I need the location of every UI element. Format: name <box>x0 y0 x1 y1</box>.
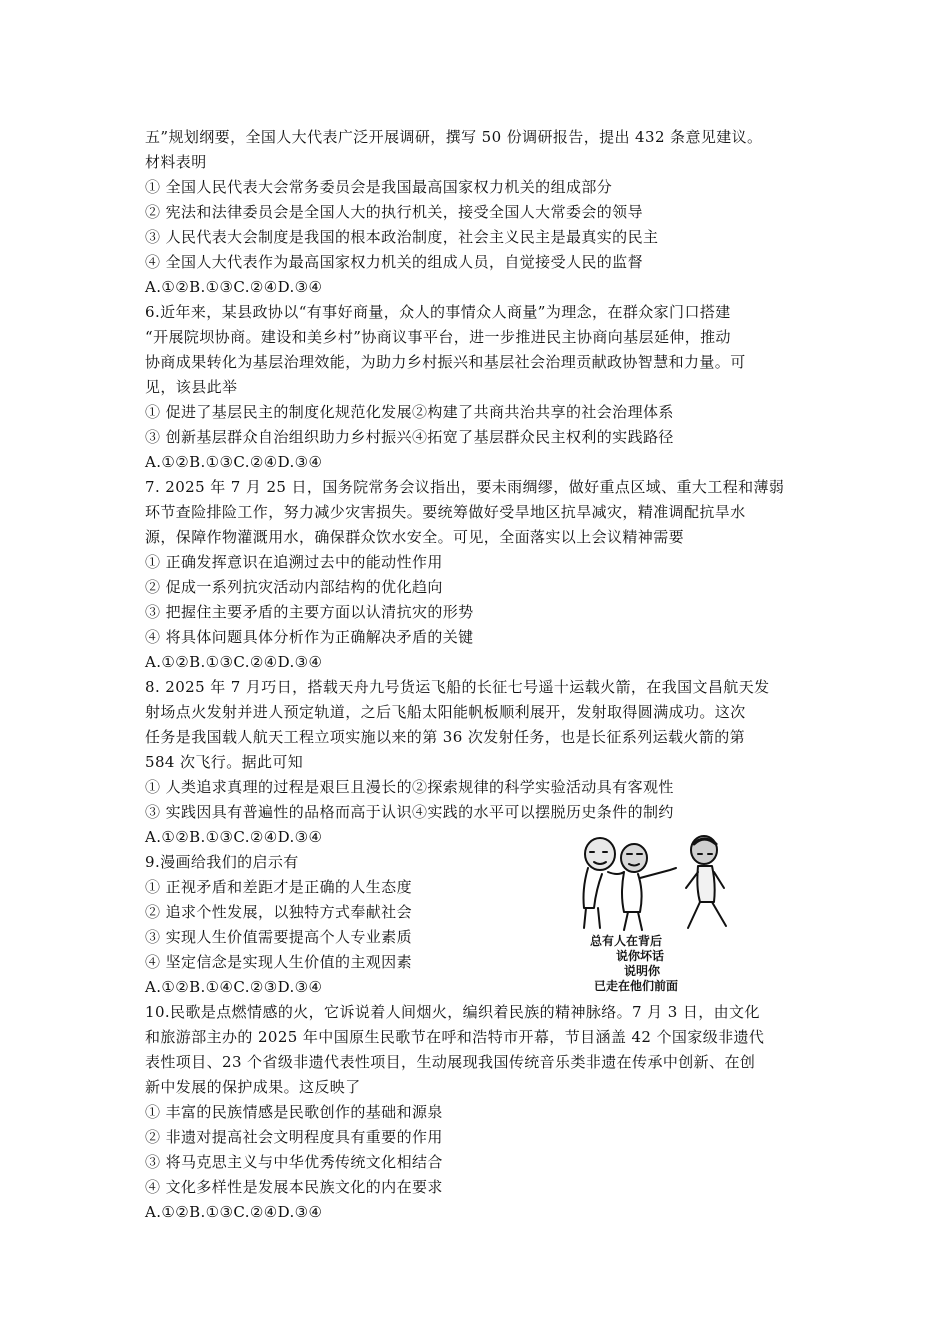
q6-option: ① 促进了基层民主的制度化规范化发展②构建了共商共治共享的社会治理体系 <box>145 403 674 421</box>
q8-stem-line: 射场点火发射并进人预定轨道，之后飞船太阳能帆板顺利展开，发射取得圆满成功。这次 <box>145 703 746 721</box>
q7-answer-choices: A.①②B.①③C.②④D.③④ <box>145 653 323 671</box>
q6-stem-line: “开展院坝协商。建设和美乡村”协商议事平台，进一步推进民主协商向基层延伸，推动 <box>145 328 731 346</box>
q7-stem-line: 源，保障作物灌溉用水，确保群众饮水安全。可见，全面落实以上会议精神需要 <box>145 528 685 546</box>
q9-answer-choices: A.①②B.①④C.②③D.③④ <box>145 978 323 996</box>
cartoon-caption-line: 说明你 <box>624 964 661 978</box>
q10-option: ③ 将马克思主义与中华优秀传统文化相结合 <box>145 1153 443 1171</box>
q10-stem-line: 10.民歌是点燃情感的火，它诉说着人间烟火，编织着民族的精神脉络。7 月 3 日，由文化 <box>145 1003 760 1021</box>
q7-option: ① 正确发挥意识在追溯过去中的能动性作用 <box>145 553 443 571</box>
q6-option: ③ 创新基层群众自治组织助力乡村振兴④拓宽了基层群众民主权利的实践路径 <box>145 428 674 446</box>
q6-stem-line: 6.近年来，某县政协以“有事好商量，众人的事情众人商量”为理念，在群众家门口搭建 <box>145 303 731 321</box>
q9-stem: 9.漫画给我们的启示有 <box>145 853 299 871</box>
q10-stem-line: 和旅游部主办的 2025 年中国原生民歌节在呼和浩特市开幕，节目涵盖 42 个国家级非遗代 <box>145 1028 765 1046</box>
cartoon-caption-line: 已走在他们前面 <box>594 979 679 993</box>
q10-stem-line: 新中发展的保护成果。这反映了 <box>145 1078 361 1096</box>
q10-answer-choices: A.①②B.①③C.②④D.③④ <box>145 1203 323 1221</box>
q7-option: ③ 把握住主要矛盾的主要方面以认清抗灾的形势 <box>145 603 474 621</box>
q5-stem-line: 五”规划纲要，全国人大代表广泛开展调研，撰写 50 份调研报告，提出 432 条意见建议。 <box>145 128 763 146</box>
q5-stem-line: 材料表明 <box>145 153 207 171</box>
q6-answer-choices: A.①②B.①③C.②④D.③④ <box>145 453 323 471</box>
cartoon-caption-line: 总有人在背后 <box>590 934 663 948</box>
q9-cartoon <box>572 832 740 994</box>
q7-option: ④ 将具体问题具体分析作为正确解决矛盾的关键 <box>145 628 474 646</box>
q8-stem-line: 任务是我国载人航天工程立项实施以来的第 36 次发射任务，也是长征系列运载火箭的第 <box>145 728 746 746</box>
q7-stem-line: 环节查险排险工作，努力减少灾害损失。要统筹做好受旱地区抗旱减灾，精准调配抗旱水 <box>145 503 746 521</box>
q8-option: ① 人类追求真理的过程是艰巨且漫长的②探索规律的科学实验活动具有客观性 <box>145 778 674 796</box>
q6-stem-line: 协商成果转化为基层治理效能，为助力乡村振兴和基层社会治理贡献政协智慧和力量。可 <box>145 353 746 371</box>
q6-stem-line: 见，该县此举 <box>145 378 238 396</box>
q9-option: ② 追求个性发展，以独特方式奉献社会 <box>145 903 412 921</box>
q8-option: ③ 实践因具有普遍性的品格而高于认识④实践的水平可以摆脱历史条件的制约 <box>145 803 674 821</box>
q9-option: ④ 坚定信念是实现人生价值的主观因素 <box>145 953 412 971</box>
cartoon-caption-line: 说你坏话 <box>616 949 665 963</box>
q10-option: ④ 文化多样性是发展本民族文化的内在要求 <box>145 1178 443 1196</box>
q9-option: ③ 实现人生价值需要提高个人专业素质 <box>145 928 412 946</box>
q10-stem-line: 表性项目、23 个省级非遗代表性项目，生动展现我国传统音乐类非遗在传承中创新、在创 <box>145 1053 756 1071</box>
q5-answer-choices: A.①②B.①③C.②④D.③④ <box>145 278 323 296</box>
q10-option: ① 丰富的民族情感是民歌创作的基础和源泉 <box>145 1103 443 1121</box>
q8-stem-line: 8. 2025 年 7 月巧日，搭载天舟九号货运飞船的长征七号遥十运载火箭，在我国文昌航天发 <box>145 678 770 696</box>
q5-option: ① 全国人民代表大会常务委员会是我国最高国家权力机关的组成部分 <box>145 178 613 196</box>
q5-option: ③ 人民代表大会制度是我国的根本政治制度，社会主义民主是最真实的民主 <box>145 228 659 246</box>
q7-stem-line: 7. 2025 年 7 月 25 日，国务院常务会议指出，要未雨绸缪，做好重点区域、重大工程和薄弱 <box>145 478 785 496</box>
cartoon-figures <box>572 832 740 932</box>
q8-stem-line: 584 次飞行。据此可知 <box>145 753 304 771</box>
q10-option: ② 非遗对提高社会文明程度具有重要的作用 <box>145 1128 443 1146</box>
q8-answer-choices: A.①②B.①③C.②④D.③④ <box>145 828 323 846</box>
q7-option: ② 促成一系列抗灾活动内部结构的优化趋向 <box>145 578 443 596</box>
q5-option: ② 宪法和法律委员会是全国人大的执行机关，接受全国人大常委会的领导 <box>145 203 643 221</box>
q5-option: ④ 全国人大代表作为最高国家权力机关的组成人员，自觉接受人民的监督 <box>145 253 643 271</box>
q9-option: ① 正视矛盾和差距才是正确的人生态度 <box>145 878 412 896</box>
